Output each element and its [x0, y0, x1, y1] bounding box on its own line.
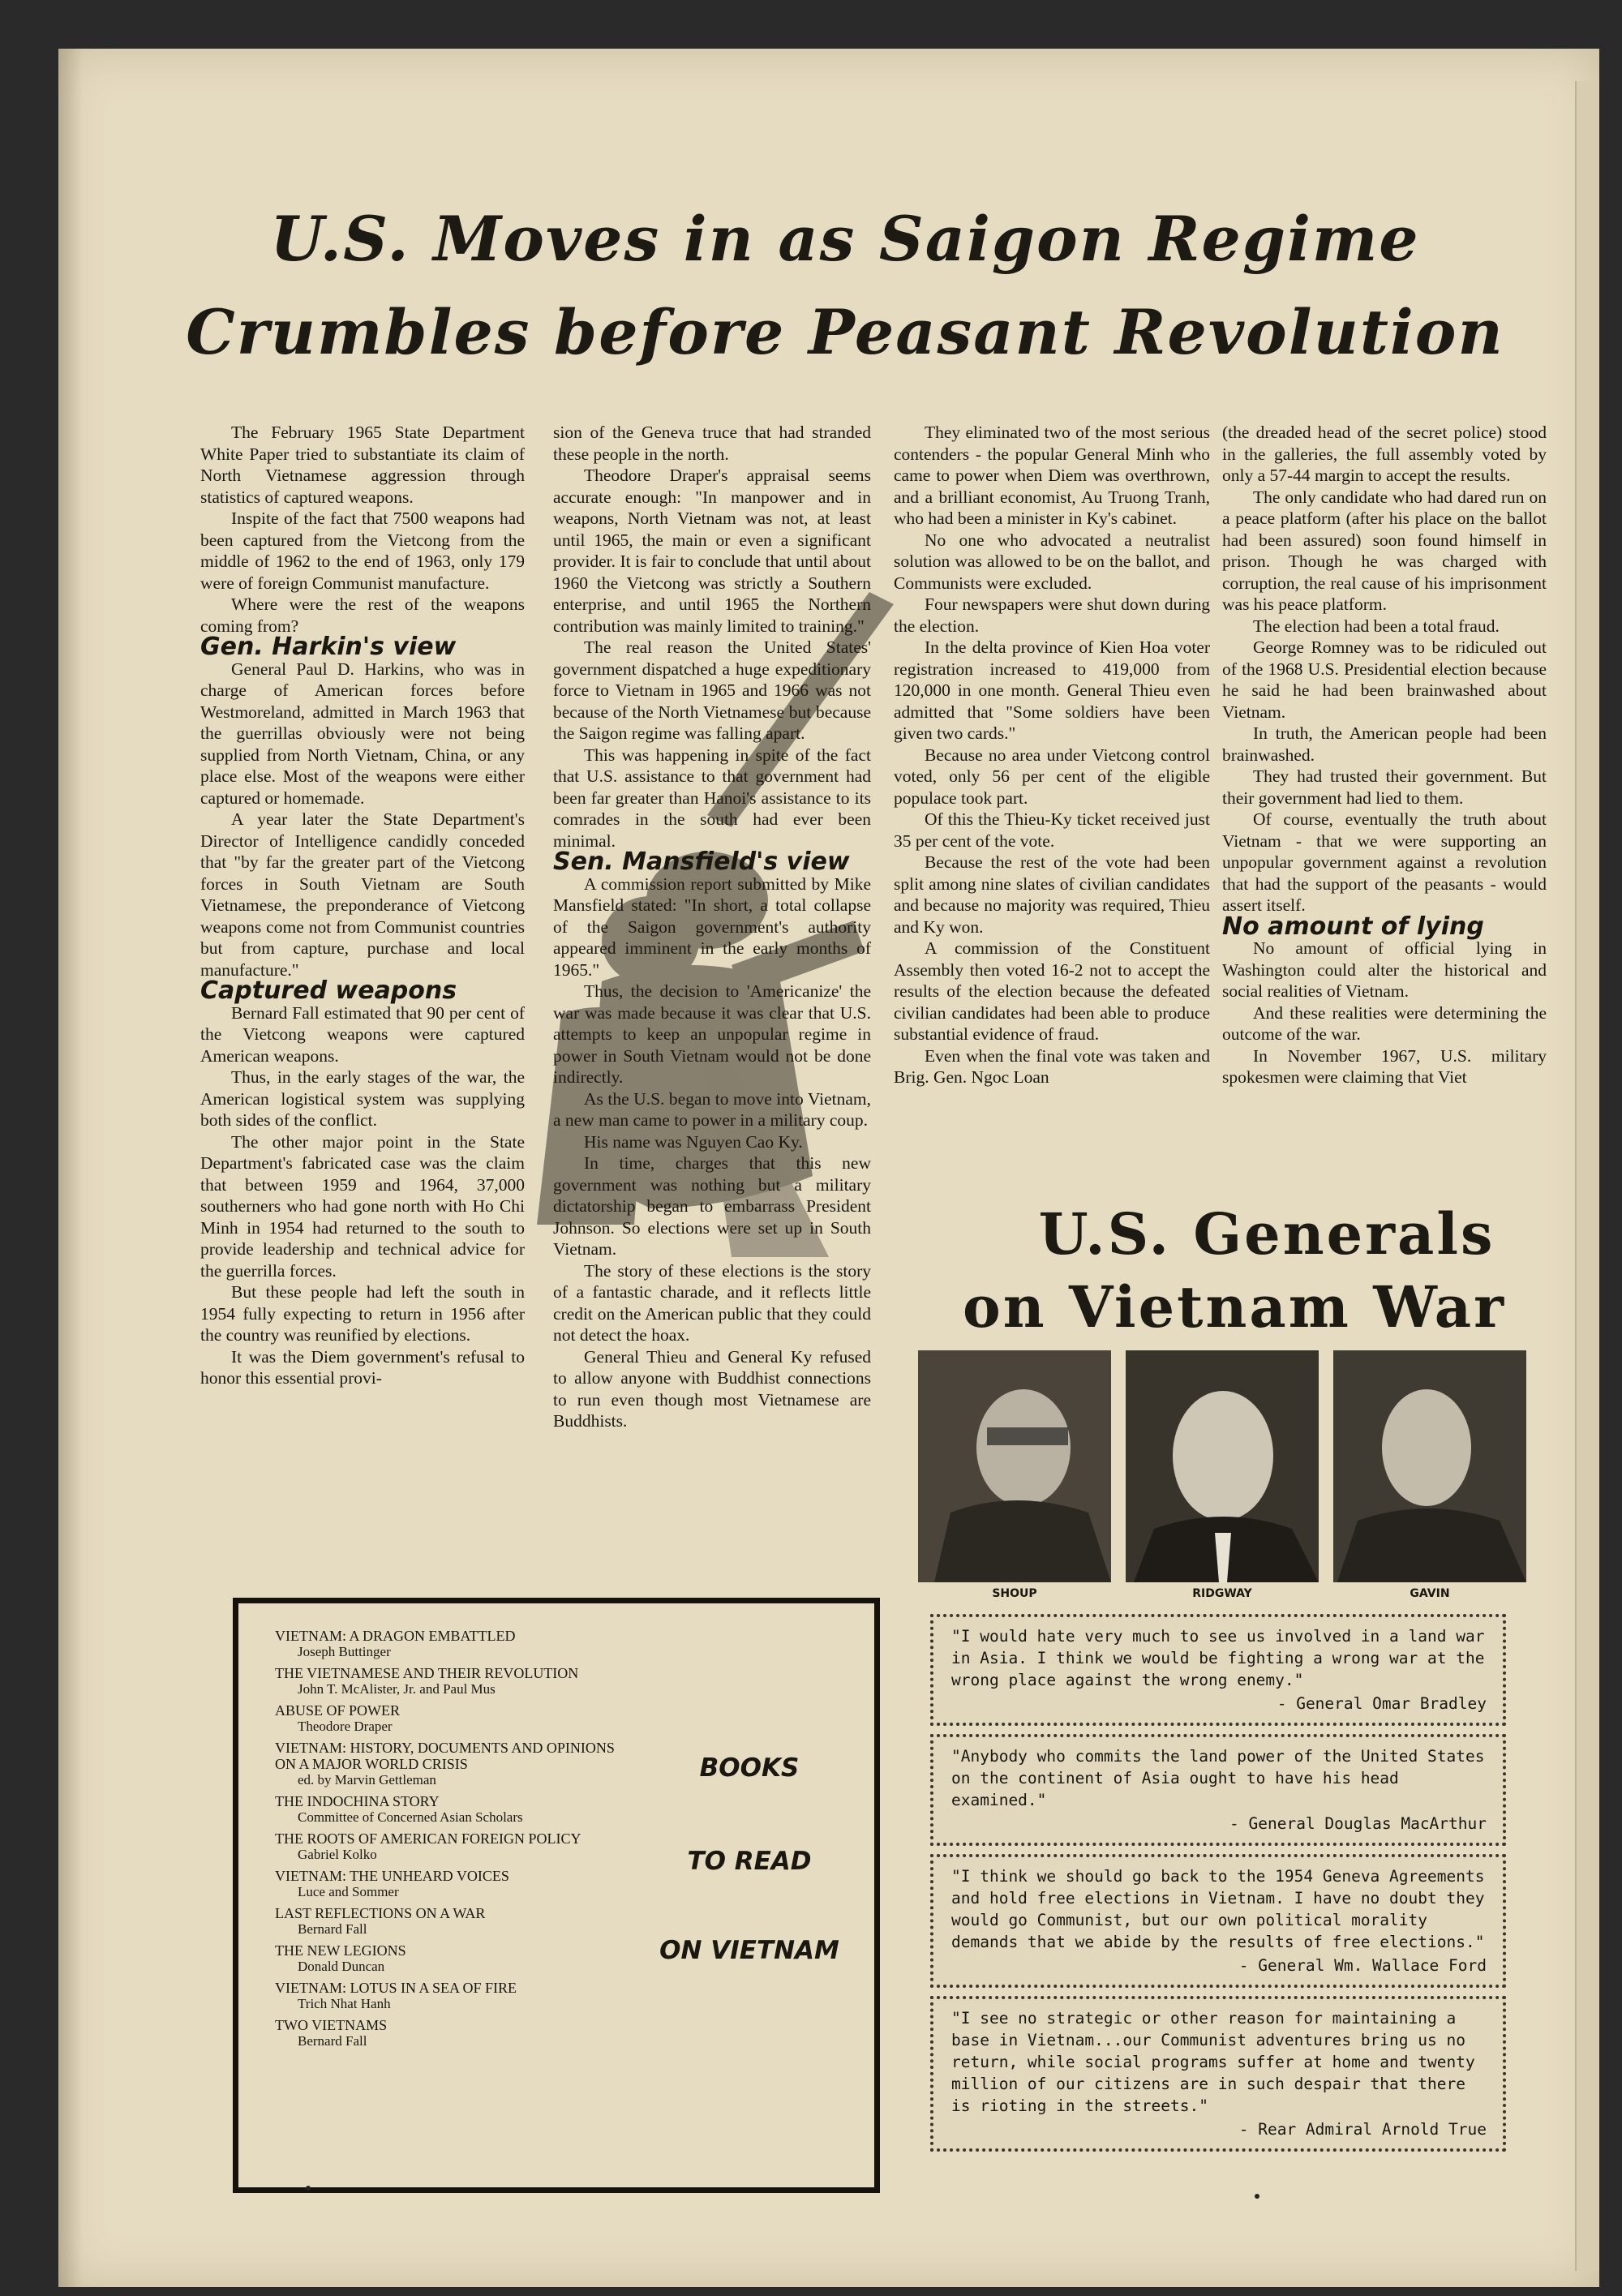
paragraph: Thus, the decision to 'Americanize' the war was made because it was clear that U.S. attempts to keep an unpopular regime in power in South Vietnam would not be done indirectly.	[553, 981, 871, 1087]
paragraph: As the U.S. began to move into Vietnam, a new man came to power in a military coup.	[553, 1088, 871, 1130]
paragraph: Where were the rest of the weapons coming from?	[200, 594, 525, 636]
book-title: VIETNAM: HISTORY, DOCUMENTS AND OPINIONS ON A MAJOR WORLD CRISIS	[275, 1740, 615, 1772]
book-list	[275, 1628, 632, 2054]
generals-quotes	[930, 1614, 1506, 2160]
book-title: TWO VIETNAMS	[275, 2017, 388, 2033]
book-item	[275, 1980, 632, 2012]
paragraph: In the delta province of Kien Hoa voter registration increased to 419,000 from 120,000 in one month. General Thieu even admitted that "Some soldiers have been given two cards."	[894, 637, 1210, 743]
books-heading-word-3: ON VIETNAM	[659, 1936, 839, 1965]
paragraph: But these people had left the south in 1954 fully expecting to return in 1956 after the country was reunified by elections.	[200, 1282, 525, 1345]
paragraph: A commission of the Constituent Assembly then voted 16-2 not to accept the results of the election because the defeated civilian candidates had been able to produce substantial evidence of fraud.	[894, 938, 1210, 1044]
paragraph: Bernard Fall estimated that 90 per cent of the Vietcong weapons were captured American weapons.	[200, 1002, 525, 1066]
article-column-3	[894, 422, 1210, 1088]
paragraph: General Paul D. Harkins, who was in charge of American forces before Westmoreland, admitted in March 1963 that the guerrillas obviously were not being supplied from North Vietnam, China, or any place else. Most of the weapons were either captured or homemade.	[200, 659, 525, 808]
book-item	[275, 1628, 632, 1660]
book-author: Bernard Fall	[298, 2033, 367, 2049]
book-author: Luce and Sommer	[298, 1884, 399, 1899]
paragraph: Of this the Thieu-Ky ticket received just 35 per cent of the vote.	[894, 809, 1210, 851]
quote-attribution: - General Wm. Wallace Ford	[1238, 1956, 1487, 1975]
book-item	[275, 1702, 632, 1735]
paragraph: A commission report submitted by Mike Mansfield stated: "In short, a total collapse of the Saigon government's authority appeared imminent in the early months of 1965."	[553, 873, 871, 980]
paragraph: The February 1965 State Department White Paper tried to substantiate its claim of North Vietnamese aggression through statistics of captured weapons.	[200, 423, 525, 507]
paragraph: Because no area under Vietcong control voted, only 56 per cent of the eligible populace took part.	[894, 745, 1210, 808]
quote-text: "I would hate very much to see us involved in a land war in Asia. I think we would be fighting a wrong war at the wrong place against the wrong enemy."	[951, 1627, 1485, 1689]
photo-ridgway	[1126, 1350, 1319, 1582]
paragraph: No amount of official lying in Washington could alter the historical and social realities of Vietnam.	[1222, 938, 1547, 1001]
paragraph: sion of the Geneva truce that had stranded these people in the north.	[553, 423, 871, 464]
article-column-4	[1222, 422, 1547, 1088]
quote-text: "I see no strategic or other reason for maintaining a base in Vietnam...our Communist adventures bring us no return, while social programs suffer at home and twenty million of our citizens are in such despair that there is rioting in the streets."	[951, 2009, 1475, 2115]
paragraph: (the dreaded head of the secret police) stood in the galleries, the full assembly voted by only a 57-44 margin to accept the results.	[1222, 423, 1547, 485]
paragraph: They had trusted their government. But their government had lied to them.	[1222, 766, 1547, 808]
book-title: ABUSE OF POWER	[275, 1702, 401, 1719]
quote-box	[930, 1854, 1506, 1988]
subheading-harkins: Gen. Harkin's view	[200, 633, 457, 661]
paragraph: A year later the State Department's Director of Intelligence candidly conceded that "by far the greater part of the Vietcong forces in South Vietnam are South Vietnamese, the preponderance of Vietcong weapons come not from Communist countries but from capture, purchase and local manufacture."	[200, 809, 525, 980]
quote-box	[930, 1996, 1506, 2152]
subheading-no-amount-of-lying: No amount of lying	[1222, 912, 1484, 941]
book-item	[275, 1868, 632, 1900]
book-author: Gabriel Kolko	[298, 1847, 377, 1862]
paragraph: Thus, in the early stages of the war, the American logistical system was supplying both sides of the conflict.	[200, 1067, 525, 1130]
paragraph: Because the rest of the vote had been split among nine slates of civilian candidates and because no majority was required, Thieu and Ky won.	[894, 852, 1210, 937]
paragraph: And these realities were determining the outcome of the war.	[1222, 1002, 1547, 1044]
book-title: THE NEW LEGIONS	[275, 1942, 406, 1959]
article-column-2	[553, 422, 871, 1432]
newspaper-page	[58, 49, 1599, 2287]
subheading-captured-weapons: Captured weapons	[200, 976, 457, 1005]
paragraph: In time, charges that this new government was nothing but a military dictatorship began to embarrass President Johnson. So elections were set up in South Vietnam.	[553, 1153, 871, 1259]
paragraph: General Thieu and General Ky refused to allow anyone with Buddhist connections to run even though most Vietnamese are Buddhists.	[553, 1346, 871, 1431]
book-author: Donald Duncan	[298, 1959, 385, 1974]
book-author: Theodore Draper	[298, 1719, 393, 1734]
paragraph: The story of these elections is the story of a fantastic charade, and it reflects little credit on the American public that they could not detect the hoax.	[553, 1260, 871, 1345]
book-item	[275, 1942, 632, 1975]
paragraph: No one who advocated a neutralist solution was allowed to be on the ballot, and Communists were excluded.	[894, 530, 1210, 593]
quote-text: "I think we should go back to the 1954 Geneva Agreements and hold free elections in Vietnam. I have no doubt they would go Communist, but our own political morality demands that we abide by the results of free elections."	[951, 1867, 1485, 1951]
quote-attribution: - General Omar Bradley	[1277, 1694, 1487, 1713]
book-author: Joseph Buttinger	[298, 1644, 391, 1659]
books-heading-word-2: TO READ	[687, 1847, 812, 1876]
paragraph: They eliminated two of the most serious contenders - the popular General Minh who came to power when Diem was overthrown, and a brilliant economist, Au Truong Tranh, who had been a minister in Ky's cabinet.	[894, 423, 1210, 528]
book-item	[275, 1793, 632, 1826]
book-item	[275, 1665, 632, 1697]
book-author: Committee of Concerned Asian Scholars	[298, 1809, 523, 1825]
paragraph: Inspite of the fact that 7500 weapons had been captured from the Vietcong from the middle of 1962 to the end of 1963, only 179 were of foreign Communist manufacture.	[200, 509, 525, 593]
headline-line-1: U.S. Moves in as Saigon Regime	[270, 203, 1420, 275]
photo-label-ridgway: RIDGWAY	[1192, 1587, 1252, 1600]
book-title: VIETNAM: LOTUS IN A SEA OF FIRE	[275, 1980, 517, 1996]
book-item	[275, 1830, 632, 1863]
quote-box	[930, 1734, 1506, 1846]
headline-line-2: Crumbles before Peasant Revolution	[186, 296, 1504, 368]
next-page-edge	[1575, 81, 1599, 2271]
photo-shoup	[918, 1350, 1111, 1582]
paragraph: Four newspapers were shut down during the election.	[894, 594, 1210, 636]
book-title: VIETNAM: A DRAGON EMBATTLED	[275, 1628, 516, 1644]
book-author: Bernard Fall	[298, 1921, 367, 1937]
paragraph: His name was Nguyen Cao Ky.	[584, 1131, 803, 1152]
paragraph: Even when the final vote was taken and Brig. Gen. Ngoc Loan	[894, 1045, 1210, 1087]
paragraph: The election had been a total fraud.	[1253, 616, 1500, 636]
book-author: ed. by Marvin Gettleman	[298, 1772, 436, 1787]
generals-title-line-2: on Vietnam War	[963, 1273, 1506, 1341]
book-item	[275, 2017, 632, 2049]
paragraph: This was happening in spite of the fact that U.S. assistance to that government had been far greater than Hanoi's assistance to its comrades in the south had ever been minimal.	[553, 745, 871, 851]
quote-attribution: - Rear Admiral Arnold True	[1238, 2120, 1487, 2139]
paragraph: George Romney was to be ridiculed out of the 1968 U.S. Presidential election because he said he had been brainwashed about Vietnam.	[1222, 637, 1547, 722]
quote-box	[930, 1614, 1506, 1726]
paragraph: Theodore Draper's appraisal seems accurate enough: "In manpower and in weapons, North Vietnam was not, at least until 1965, the main or even a significant provider. It is fair to conclude that until about 1960 the Vietcong was strictly a Southern enterprise, and until 1965 the Northern contribution was mainly limited to training."	[553, 466, 871, 636]
page-fold-shadow	[58, 49, 83, 2287]
photo-label-shoup: SHOUP	[992, 1587, 1037, 1600]
paragraph: The real reason the United States' government dispatched a huge expeditionary force to Vietnam in 1965 and 1966 was not because of the North Vietnamese but because the Saigon regime was falling apart.	[553, 637, 871, 743]
book-title: THE ROOTS OF AMERICAN FOREIGN POLICY	[275, 1830, 581, 1847]
book-title: LAST REFLECTIONS ON A WAR	[275, 1905, 486, 1921]
book-title: VIETNAM: THE UNHEARD VOICES	[275, 1868, 509, 1884]
subheading-mansfield: Sen. Mansfield's view	[553, 848, 850, 876]
ink-dot	[1255, 2194, 1259, 2199]
book-title: THE VIETNAMESE AND THEIR REVOLUTION	[275, 1665, 579, 1681]
article-column-1	[200, 422, 525, 1389]
book-author: John T. McAlister, Jr. and Paul Mus	[298, 1681, 496, 1697]
book-title: THE INDOCHINA STORY	[275, 1793, 440, 1809]
quote-text: "Anybody who commits the land power of the United States on the continent of Asia ought to have his head examined."	[951, 1747, 1485, 1809]
photo-label-gavin: GAVIN	[1410, 1587, 1450, 1600]
paragraph: It was the Diem government's refusal to honor this essential provi-	[200, 1346, 525, 1388]
books-to-read-box	[233, 1598, 880, 2193]
generals-title-line-1: U.S. Generals	[1038, 1200, 1495, 1268]
paragraph: In truth, the American people had been brainwashed.	[1222, 723, 1547, 765]
paragraph: In November 1967, U.S. military spokesmen were claiming that Viet	[1222, 1045, 1547, 1087]
books-heading-word-1: BOOKS	[699, 1753, 800, 1783]
generals-photos	[918, 1350, 1526, 1600]
book-item	[275, 1905, 632, 1938]
photo-gavin	[1333, 1350, 1526, 1582]
quote-attribution: - General Douglas MacArthur	[1229, 1814, 1487, 1833]
ink-dot	[306, 2186, 311, 2191]
paragraph: The only candidate who had dared run on a peace platform (after his place on the ballot had been assured) soon found himself in prison. Though he was charged with corruption, the real cause of his imprisonment was his peace platform.	[1222, 487, 1547, 614]
paragraph: Of course, eventually the truth about Vietnam - that we were supporting an unpopular government against a revolution that had the support of the peasants - would assert itself.	[1222, 809, 1547, 915]
book-author: Trich Nhat Hanh	[298, 1996, 391, 2011]
book-item	[275, 1740, 632, 1788]
paragraph: The other major point in the State Department's fabricated case was the claim that between 1959 and 1964, 37,000 southerners who had gone north with Ho Chi Minh in 1954 had returned to the south to provide leadership and technical advice for the guerrilla forces.	[200, 1131, 525, 1281]
